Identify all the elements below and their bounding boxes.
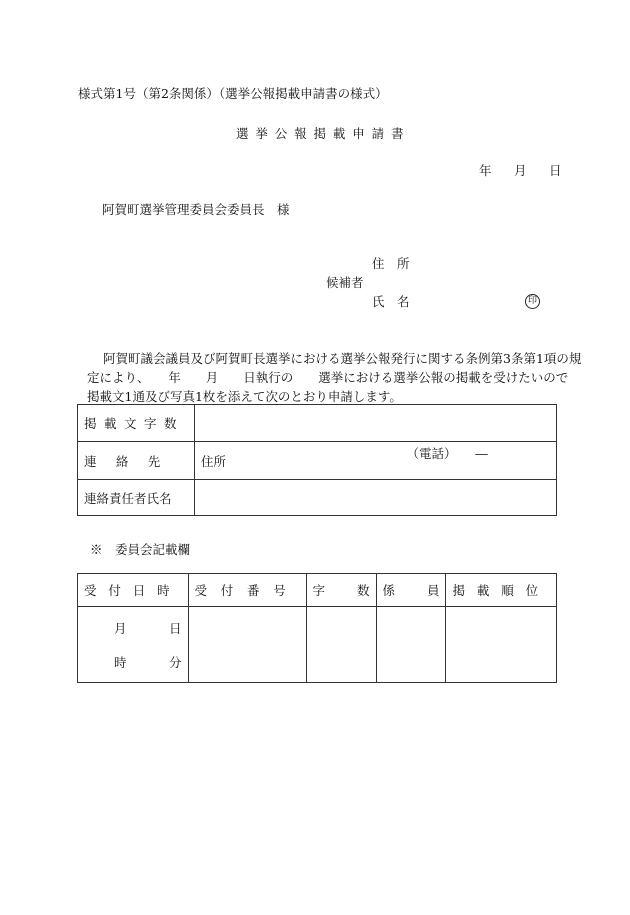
publication-order-header: 掲載順位 — [452, 583, 550, 598]
body-line-3: 掲載文1通及び写真1枚を添えて次のとおり申請します。 — [87, 389, 402, 404]
header-cell — [188, 574, 306, 607]
hour-minute-line — [114, 653, 182, 671]
header-cell — [446, 574, 557, 607]
hour-label: 時 — [114, 654, 127, 670]
table-row — [78, 480, 557, 516]
day-label: 日 — [169, 620, 182, 636]
contact-field[interactable] — [195, 442, 557, 480]
label-cell — [78, 480, 195, 516]
clerk-header-left: 係 — [382, 583, 396, 598]
header-cell — [376, 574, 446, 607]
body-line-1: 阿賀町議会議員及び阿賀町長選挙における選挙公報発行に関する条例第3条第1項の規 — [103, 351, 582, 366]
clerk-header-right: 員 — [426, 583, 440, 598]
table-row — [78, 405, 557, 442]
clerk-cell[interactable] — [376, 607, 446, 683]
received-datetime-cell[interactable] — [78, 607, 189, 683]
label-cell — [78, 405, 195, 442]
committee-note: ※ 委員会記載欄 — [90, 542, 191, 557]
header-cell — [78, 574, 189, 607]
character-count-header — [313, 581, 370, 599]
character-count-cell[interactable] — [306, 607, 376, 683]
name-label: 氏 名 — [372, 294, 410, 309]
form-label: 様式第1号（第2条関係）（選挙公報掲載申請書の様式） — [78, 86, 388, 101]
table-row — [78, 442, 557, 480]
char-header-left: 字 — [312, 583, 326, 598]
table-row — [78, 574, 557, 607]
contact-address-label: 住所 — [201, 453, 227, 469]
received-datetime-header: 受付日時 — [84, 583, 182, 598]
receipt-number-cell[interactable] — [188, 607, 306, 683]
committee-table — [77, 573, 557, 683]
month-day-line — [114, 619, 182, 637]
document-title: 選挙公報掲載申請書 — [236, 126, 411, 141]
month-label: 月 — [114, 620, 127, 636]
minute-label: 分 — [169, 654, 182, 670]
receipt-number-header: 受付番号 — [194, 583, 300, 598]
date-line: 年 月 日 — [479, 163, 567, 178]
publication-order-cell[interactable] — [446, 607, 557, 683]
seal-mark — [525, 291, 540, 309]
char-count-label — [84, 414, 188, 432]
table-row — [78, 607, 557, 683]
address-label: 住 所 — [372, 256, 410, 271]
seal-icon: 印 — [525, 294, 540, 309]
char-header-right: 数 — [356, 583, 370, 598]
char-count-text: 掲載文字数 — [84, 416, 185, 431]
char-count-field[interactable] — [195, 405, 557, 442]
contact-label: 連絡先 — [84, 453, 180, 469]
contact-phone-label: （電話） ― — [406, 445, 488, 461]
clerk-header — [383, 581, 440, 599]
info-table — [77, 404, 557, 516]
candidate-label: 候補者 — [326, 275, 364, 290]
responsible-person-label: 連絡責任者氏名 — [84, 490, 172, 506]
addressee: 阿賀町選挙管理委員会委員長 様 — [102, 202, 290, 217]
label-cell — [78, 442, 195, 480]
responsible-person-field[interactable] — [195, 480, 557, 516]
body-line-2: 定により、 年 月 日執行の 選挙における選挙公報の掲載を受けたいので — [87, 370, 569, 385]
header-cell — [306, 574, 376, 607]
